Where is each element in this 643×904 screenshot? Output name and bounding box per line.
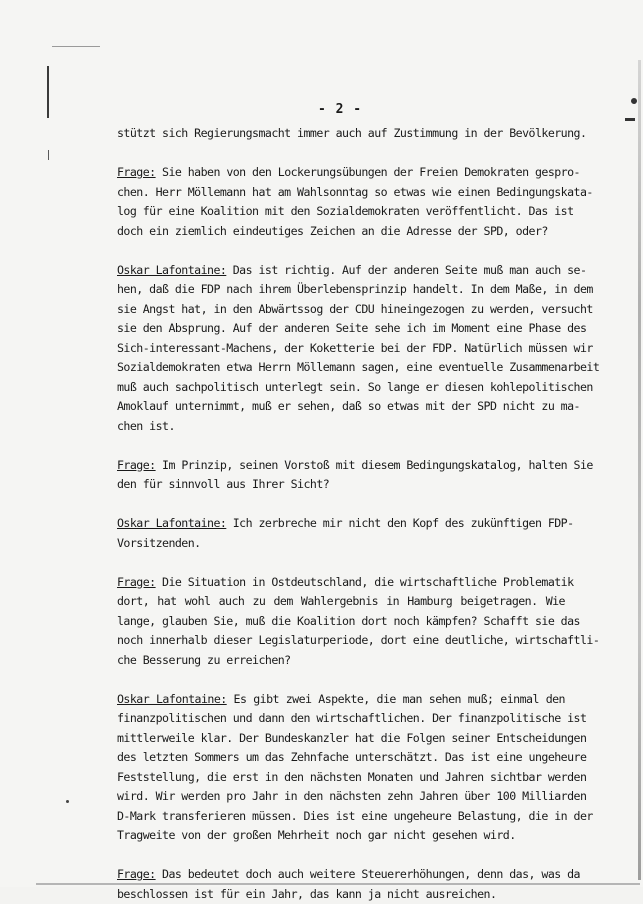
text-line: Oskar Lafontaine: Das ist richtig. Auf der anderen Seite muß man auch se- <box>117 261 565 281</box>
text-line: mittlerweile klar. Der Bundeskanzler hat die Folgen seiner Entscheidungen <box>117 729 565 749</box>
page-number: - 2 - <box>318 102 378 117</box>
text-line: Tragweite von der großen Mehrheit noch gar nicht gesehen wird. <box>117 826 565 846</box>
scan-mark-right-dash <box>625 118 635 121</box>
text-line: log für eine Koalition mit den Sozialdemokraten veröffentlicht. Das ist <box>117 202 565 222</box>
paragraph <box>117 124 565 144</box>
speaker-label: Oskar Lafontaine: <box>117 692 227 706</box>
text-line: Sozialdemokraten etwa Herrn Möllemann sagen, eine eventuelle Zusammenarbeit <box>117 358 565 378</box>
speaker-label: Frage: <box>117 458 156 472</box>
text-line: finanzpolitischen und dann den wirtschaftlichen. Der finanzpolitische ist <box>117 709 565 729</box>
paragraph <box>117 690 565 846</box>
speaker-label: Oskar Lafontaine: <box>117 516 226 530</box>
paragraph <box>117 573 565 671</box>
text-line: dort, hat wohl auch zu dem Wahlergebnis in Hamburg beigetragen. Wie <box>117 592 565 612</box>
text-line: chen. Herr Möllemann hat am Wahlsonntag so etwas wie einen Bedingungskata- <box>117 183 565 203</box>
text-line: che Besserung zu erreichen? <box>117 651 565 671</box>
text-line: Frage: Im Prinzip, seinen Vorstoß mit diesem Bedingungskatalog, halten Sie <box>117 456 565 476</box>
paragraph-gap <box>117 144 565 164</box>
paragraph-gap <box>117 553 565 573</box>
text-line: stützt sich Regierungsmacht immer auch auf Zustimmung in der Bevölkerung. <box>117 124 565 144</box>
paragraph <box>117 514 565 553</box>
text-line: doch ein ziemlich eindeutiges Zeichen an die Adresse der SPD, oder? <box>117 222 565 242</box>
text-line: hen, daß die FDP nach ihrem Überlebensprinzip handelt. In dem Maße, in dem <box>117 280 565 300</box>
text-line: Frage: Sie haben von den Lockerungsübungen der Freien Demokraten gespro- <box>117 163 565 183</box>
scan-mark-right-dot <box>631 98 637 104</box>
speaker-label: Oskar Lafontaine: <box>117 263 226 277</box>
text-line: Oskar Lafontaine: Ich zerbreche mir nicht den Kopf des zukünftigen FDP- <box>117 514 565 534</box>
text-line: muß auch sachpolitisch unterlegt sein. So lange er diesen kohlepolitischen <box>117 378 565 398</box>
paragraph-gap <box>117 846 565 866</box>
text-line: beschlossen ist für ein Jahr, das kann ja nicht ausreichen. <box>117 885 565 904</box>
text-line: Frage: Das bedeutet doch auch weitere Steuererhöhungen, denn das, was da <box>117 865 565 885</box>
text-line: den für sinnvoll aus Ihrer Sicht? <box>117 475 565 495</box>
text-line: chen ist. <box>117 417 565 437</box>
paragraph-gap <box>117 495 565 515</box>
text-line: Vorsitzenden. <box>117 534 565 554</box>
speaker-label: Frage: <box>117 575 156 589</box>
paragraph-gap <box>117 241 565 261</box>
text-line: Sich-interessant-Machens, der Koketterie bei der FDP. Natürlich müssen wir <box>117 339 565 359</box>
paragraph-gap <box>117 670 565 690</box>
paragraph <box>117 163 565 241</box>
text-line: D-Mark transferieren müssen. Dies ist eine ungeheure Belastung, die in der <box>117 807 565 827</box>
speaker-label: Frage: <box>117 867 156 881</box>
paragraph <box>117 456 565 495</box>
text-line: noch innerhalb dieser Legislaturperiode, dort eine deutliche, wirtschaftli- <box>117 631 565 651</box>
text-line: Frage: Die Situation in Ostdeutschland, die wirtschaftliche Problematik <box>117 573 565 593</box>
paragraph-gap <box>117 436 565 456</box>
text-line: des letzten Sommers um das Zehnfache unterschätzt. Das ist eine ungeheure <box>117 748 565 768</box>
text-line: Oskar Lafontaine: Es gibt zwei Aspekte, die man sehen muß; einmal den <box>117 690 565 710</box>
scan-mark-left <box>47 66 49 118</box>
paragraph <box>117 261 565 437</box>
transcript-body <box>117 124 565 904</box>
text-line: Amoklauf unternimmt, muß er sehen, daß so etwas mit der SPD nicht zu ma- <box>117 397 565 417</box>
text-line: sie Angst hat, in den Abwärtssog der CDU hineingezogen zu werden, versucht <box>117 300 565 320</box>
paragraph <box>117 865 565 904</box>
scan-mark-dot <box>66 800 69 803</box>
text-line: lange, glauben Sie, muß die Koalition dort noch kämpfen? Schafft sie das <box>117 612 565 632</box>
text-line: sie den Absprung. Auf der anderen Seite sehe ich im Moment eine Phase des <box>117 319 565 339</box>
scan-mark-top <box>52 46 100 47</box>
scan-edge-right <box>638 60 641 880</box>
text-line: wird. Wir werden pro Jahr in den nächsten zehn Jahren über 100 Milliarden <box>117 787 565 807</box>
speaker-label: Frage: <box>117 165 156 179</box>
scan-mark-left-small <box>48 150 49 160</box>
text-line: Feststellung, die erst in den nächsten Monaten und Jahren sichtbar werden <box>117 768 565 788</box>
